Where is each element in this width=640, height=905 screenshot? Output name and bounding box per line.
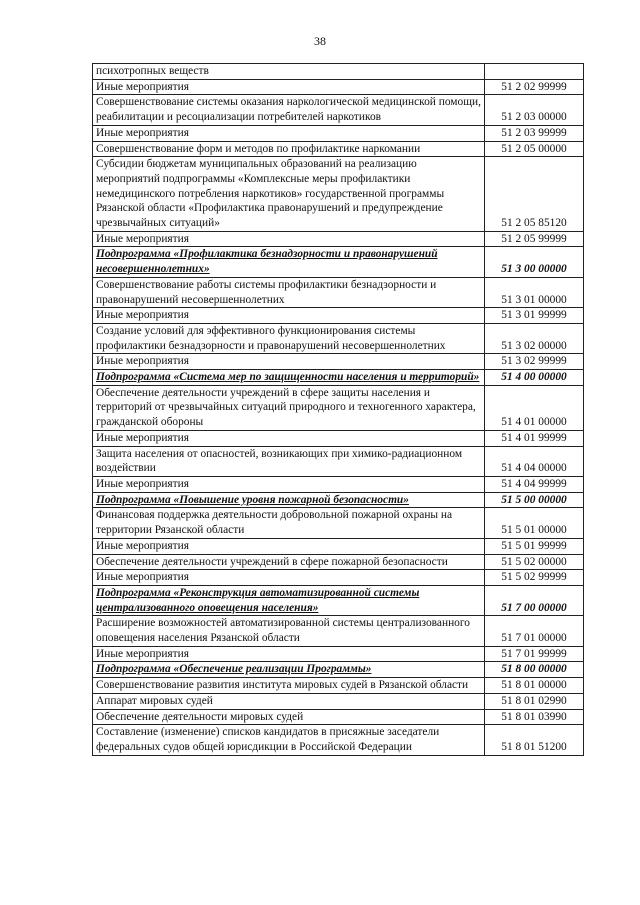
row-code: 51 2 02 99999 <box>485 79 584 95</box>
row-code: 51 3 02 00000 <box>485 323 584 353</box>
row-code: 51 4 04 00000 <box>485 446 584 476</box>
row-name-cell <box>93 370 485 386</box>
row-code: 51 3 01 00000 <box>485 277 584 307</box>
row-name-cell <box>93 308 485 324</box>
row-name: Субсидии бюджетам муниципальных образований на реализацию мероприятий подпрограммы «Комплексные меры профилактики немедицинского потребления наркотиков» государственной программы Рязанской области «Профилактика правонарушений и предупреждение чрезвычайных ситуаций» <box>96 158 445 230</box>
row-name: Иные мероприятия <box>96 126 189 139</box>
row-name: Иные мероприятия <box>96 431 189 444</box>
row-name-cell <box>93 570 485 586</box>
table-row <box>93 616 584 646</box>
table-row <box>93 538 584 554</box>
row-name: Защита населения от опасностей, возникающих при химико-радиационном воздействии <box>96 447 463 475</box>
row-code: 51 2 03 00000 <box>485 95 584 125</box>
table-row <box>93 323 584 353</box>
row-code: 51 5 02 00000 <box>485 554 584 570</box>
table-row <box>93 125 584 141</box>
subprogram-row <box>93 585 584 615</box>
row-code: 51 3 01 99999 <box>485 308 584 324</box>
subprogram-row <box>93 492 584 508</box>
row-name-cell <box>93 64 485 80</box>
row-name-cell <box>93 141 485 157</box>
row-name-cell <box>93 231 485 247</box>
row-name: Иные мероприятия <box>96 355 189 368</box>
table-row <box>93 508 584 538</box>
row-code: 51 8 01 51200 <box>485 725 584 755</box>
row-code: 51 4 01 99999 <box>485 430 584 446</box>
budget-classification-table <box>92 63 584 756</box>
row-name: Подпрограмма «Повышение уровня пожарной безопасности» <box>96 493 409 506</box>
table-row <box>93 64 584 80</box>
row-name-cell <box>93 79 485 95</box>
row-name: Обеспечение деятельности учреждений в сфере защиты населения и территорий от чрезвычайных ситуаций природного и техногенного характера, гражданской обороны <box>96 386 476 429</box>
table-row <box>93 157 584 232</box>
table-row <box>93 231 584 247</box>
subprogram-row <box>93 247 584 277</box>
row-code: 51 4 01 00000 <box>485 385 584 430</box>
row-code: 51 5 01 99999 <box>485 538 584 554</box>
row-name-cell <box>93 385 485 430</box>
page-number: 38 <box>314 34 326 48</box>
table-row <box>93 725 584 755</box>
row-name: Иные мероприятия <box>96 80 189 93</box>
row-name: Подпрограмма «Система мер по защищенности населения и территорий» <box>96 371 480 384</box>
table-row <box>93 141 584 157</box>
row-code: 51 4 04 99999 <box>485 476 584 492</box>
table-row <box>93 646 584 662</box>
row-code <box>485 64 584 80</box>
table-row <box>93 446 584 476</box>
row-name: Составление (изменение) списков кандидатов в присяжные заседатели федеральных судов общей юрисдикции в Российской Федерации <box>96 726 440 753</box>
row-name-cell <box>93 476 485 492</box>
row-name-cell <box>93 646 485 662</box>
row-name: психотропных веществ <box>96 65 209 77</box>
table-row <box>93 79 584 95</box>
row-name-cell <box>93 678 485 694</box>
row-name: Расширение возможностей автоматизированной системы централизованного оповещения населения Рязанской области <box>96 617 470 645</box>
row-name-cell <box>93 125 485 141</box>
row-name-cell <box>93 492 485 508</box>
row-code: 51 8 00 00000 <box>485 662 584 678</box>
row-name: Иные мероприятия <box>96 571 189 584</box>
row-code: 51 8 01 03990 <box>485 709 584 725</box>
row-code: 51 3 02 99999 <box>485 354 584 370</box>
row-code: 51 7 01 99999 <box>485 646 584 662</box>
row-code: 51 2 03 99999 <box>485 125 584 141</box>
row-name-cell <box>93 277 485 307</box>
row-code: 51 5 01 00000 <box>485 508 584 538</box>
subprogram-row <box>93 662 584 678</box>
table-row <box>93 277 584 307</box>
row-name: Иные мероприятия <box>96 539 189 552</box>
row-name-cell <box>93 157 485 232</box>
table-row <box>93 95 584 125</box>
row-name: Совершенствование развития института мировых судей в Рязанской области <box>96 679 469 692</box>
row-name-cell <box>93 538 485 554</box>
row-code: 51 2 05 85120 <box>485 157 584 232</box>
row-name-cell <box>93 585 485 615</box>
row-name: Подпрограмма «Обеспечение реализации Программы» <box>96 663 372 676</box>
table-row <box>93 554 584 570</box>
row-name-cell <box>93 247 485 277</box>
row-name-cell <box>93 323 485 353</box>
table-row <box>93 709 584 725</box>
row-code: 51 3 00 00000 <box>485 247 584 277</box>
row-name-cell <box>93 95 485 125</box>
row-name: Аппарат мировых судей <box>96 694 213 707</box>
row-name-cell <box>93 662 485 678</box>
row-code: 51 5 02 99999 <box>485 570 584 586</box>
row-name: Совершенствование форм и методов по профилактике наркомании <box>96 142 421 155</box>
row-name-cell <box>93 430 485 446</box>
row-name-cell <box>93 554 485 570</box>
row-name: Подпрограмма «Реконструкция автоматизированной системы централизованного оповещения населения» <box>96 586 420 614</box>
row-name: Совершенствование работы системы профилактики безнадзорности и правонарушений несовершеннолетних <box>96 278 437 306</box>
row-code: 51 5 00 00000 <box>485 492 584 508</box>
table-row <box>93 385 584 430</box>
table-row <box>93 430 584 446</box>
row-name: Иные мероприятия <box>96 477 189 490</box>
row-name: Подпрограмма «Профилактика безнадзорности и правонарушений несовершеннолетних» <box>96 248 438 276</box>
table-row <box>93 693 584 709</box>
table-row <box>93 476 584 492</box>
table-body <box>93 64 584 756</box>
row-code: 51 4 00 00000 <box>485 370 584 386</box>
table-row <box>93 308 584 324</box>
table-row <box>93 354 584 370</box>
row-code: 51 8 01 00000 <box>485 678 584 694</box>
row-name-cell <box>93 693 485 709</box>
row-name-cell <box>93 446 485 476</box>
row-code: 51 7 00 00000 <box>485 585 584 615</box>
row-code: 51 7 01 00000 <box>485 616 584 646</box>
row-name: Финансовая поддержка деятельности добровольной пожарной охраны на территории Рязанской области <box>96 509 453 537</box>
row-code: 51 2 05 00000 <box>485 141 584 157</box>
row-name: Иные мероприятия <box>96 647 189 660</box>
row-name: Иные мероприятия <box>96 309 189 322</box>
subprogram-row <box>93 370 584 386</box>
row-name-cell <box>93 616 485 646</box>
row-name: Обеспечение деятельности учреждений в сфере пожарной безопасности <box>96 555 448 568</box>
row-name-cell <box>93 709 485 725</box>
row-name: Создание условий для эффективного функционирования системы профилактики безнадзорности и правонарушений несовершеннолетних <box>96 324 446 352</box>
row-name-cell <box>93 508 485 538</box>
row-name: Обеспечение деятельности мировых судей <box>96 710 304 723</box>
row-name-cell <box>93 354 485 370</box>
row-name: Иные мероприятия <box>96 232 189 245</box>
row-code: 51 2 05 99999 <box>485 231 584 247</box>
row-code: 51 8 01 02990 <box>485 693 584 709</box>
table-row <box>93 678 584 694</box>
row-name: Совершенствование системы оказания наркологической медицинской помощи, реабилитации и ресоциализации потребителей наркотиков <box>96 96 481 124</box>
row-name-cell <box>93 725 485 755</box>
table-row <box>93 570 584 586</box>
